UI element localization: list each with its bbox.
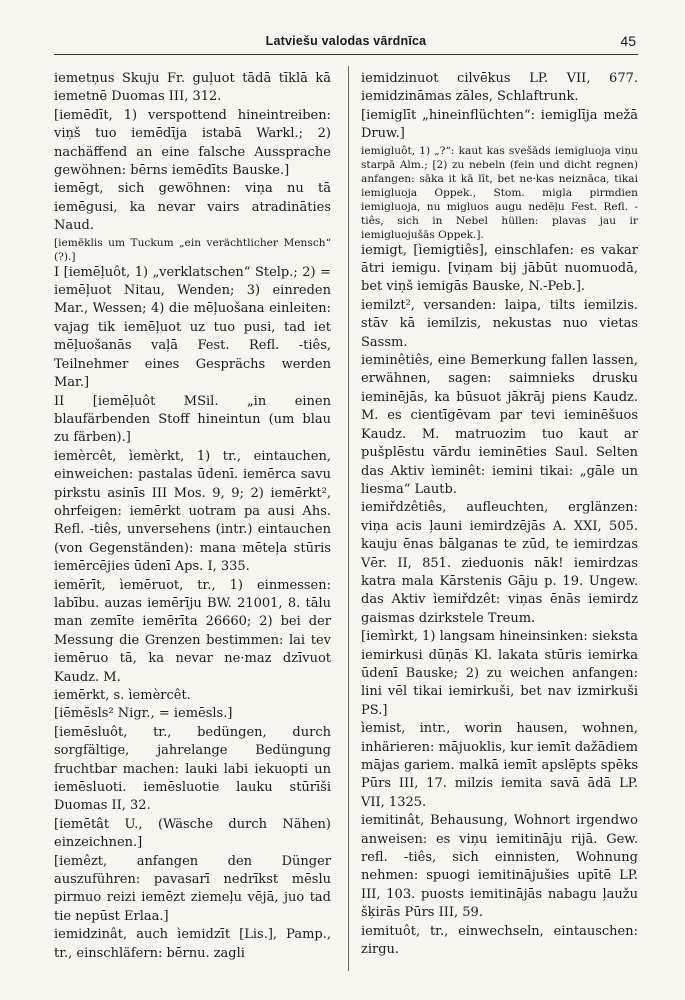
entry-iemilzt: iemilzt², versanden: laipa, tilts iemilzis. stāv kā iemilzis, nekustas nuo vietas Sassm.: [361, 297, 638, 350]
column-divider: [348, 66, 349, 971]
left-column: [54, 70, 331, 963]
page-header: [54, 30, 638, 55]
entry-iemeluot-2: II [iemēļuôt MSil. „in einen blaufärbenden Stoff hineintun (um blau zu färben).]: [54, 393, 331, 446]
entry-iemidzinat: iemidzinât, auch ìemidzīt [Lis.], Pamp., tr., einschläfern: bērnu. zagli: [54, 927, 331, 961]
entry-ieminetiés: ieminêtiês, eine Bemerkung fallen lassen, erwähnen, sagen: saimnieks drusku ieminējās, ka būsuot jākrāj piens Kaudz. M. es cientīgēvam par tevi ieminēšuos Kaudz. M. matruozim tuo kaut ar pušplēstu vārdu ieminēties Saul. Selten das Aktiv ìeminêt: iemini tikai: „gāle un liesma“ Lautb.: [361, 353, 638, 497]
entry-iemetat: [iemētât U., (Wäsche durch Nähen) einzeichnen.]: [54, 816, 331, 851]
entry-iemituot: iemituôt, tr., einwechseln, eintauschen: zirgu.: [361, 923, 638, 958]
entry-iemercet: iemèrcêt, ìemèrkt, 1) tr., eintauchen, einweichen: pastalas ūdenī. iemērca savu pirkstu asinīs III Mos. 9, 9; 2) iemērkt², ohrfeigen: iemērkt uotram pa ausi Ahs. Refl. -tiês, unversehens (intr.) eintauchen (von Gegenständen): mana mēteļa stūris iemērcējies ūdenī Aps. I, 335.: [54, 448, 331, 575]
entry-iemirkt: [iemìrkt, 1) langsam hineinsinken: sieksta iemirkusi dūņās Kl. lakata stūris iemirka ūdenī Bauske; 2) zu weichen anfangen: lini vēl tikai iemirkuši, bet nav izmirkuši PS.]: [361, 629, 638, 718]
entry-iemetnus: iemetņus Skuju Fr. guļuot tādā tīklā kā iemetnē Duomas III, 312.: [54, 71, 331, 105]
entry-iemezt: [iemêzt, anfangen den Dünger auszuführen: pavasarī nedrīkst mēslu pirmuo reizi iemēzt ziemeļu vējā, juo tad tie nepūst Erlaa.]: [54, 853, 331, 924]
entry-iemeluot-1: I [iemēļuôt, 1) „verklatschen“ Stelp.; 2) = iemēļuot Nitau, Wenden; 3) einreden Mar., Wessen; 4) die mēļuošana einleiten: vajag tik iemēļuot uz tuo pusi, tad iet mēļuošanās vaļā Fest. Refl. -tiês, Teilnehmer eines Gesprächs werden Mar.]: [54, 264, 331, 391]
page-number: 45: [620, 33, 636, 49]
entry-iemesls: [iēmēsls² Nigr., = iemēsls.]: [54, 706, 233, 722]
entry-iemedit: [iemēdīt, 1) verspottend hineintreiben: viņš tuo iemēdīja istabā Warkl.; 2) nachäffend an eine falsche Aussprache gewöhnen: bērns iemēdīts Bauske.]: [54, 107, 331, 179]
entry-iemeklis: [iemēklis um Tuckum „ein verächtlicher Mensch“ (?).]: [54, 236, 331, 263]
right-column: [361, 70, 638, 959]
entry-iemitinat: iemitinât, Behausung, Wohnort irgendwo anweisen: es viņu iemitināju rijā. Gew. refl. -tiês, sich einnisten, Wohnung nehmen: spuogi iemitinājušies upītē LP. III, 103. puosts iemitinājās nabagu ļaužu šķirās Pūrs III, 59.: [361, 813, 638, 921]
entry-iemerit: iemērīt, ìemēruot, tr., 1) einmessen: labību. auzas iemērīju BW. 21001, 8. tālu man zemīte iemērīta 26660; 2) bei der Messung die Grenzen bestimmen: lai tev iemēruo tā, ka nevar ne·maz dzīvuot Kaudz. M.: [54, 577, 331, 685]
entry-iemiglit: [iemiglīt „hineinflüchten“: iemiglīja mežā Druw.]: [361, 107, 638, 142]
entry-iemesluot: [iemēsluôt, tr., bedüngen, durch sorgfältige, jahrelange Bedüngung fruchtbar machen: lauki labi iekuopti un iemēsluoti. iemēsluotie lauku stūrīši Duomas II, 32.: [54, 724, 331, 814]
entry-iemirdzeties: iemiřdzêtiês, aufleuchten, erglänzen: viņa acis ļauni iemirdzējās A. XXI, 505. kauju ēnas bālganas te zūd, te iemirdzas Vēr. II, 851. zieduonis nāk! iemirdzas katra mala Kārstenis Gāju p. 19. Ungew. das Aktiv ìemiřdzêt: viņas ēnās iemirdz gaismas dzirkstele Treum.: [361, 500, 638, 626]
entry-iemigt: iemigt, [ìemigtiês], einschlafen: es vakar ātri iemigu. [viņam bij jābūt nuomuodā, bet viņš iemigās Bauske, N.-Peb.].: [361, 242, 638, 295]
running-title: Latviešu valodas vārdnīca: [265, 34, 427, 48]
entry-iemegt: iemēgt, sich gewöhnen: viņa nu tā iemēgusi, ka nevar vairs atradināties Naud.: [54, 181, 331, 234]
entry-iemidzinat-cont: iemidzinuot cilvēkus LP. VII, 677. iemidzināmas zāles, Schlaftrunk.: [361, 71, 638, 105]
entry-iemerkt: iemērkt, s. ìemèrcêt.: [54, 688, 191, 703]
entry-iemist: ìemist, intr., worin hausen, wohnen, inhärieren: mājuoklis, kur iemīt dažādiem mājas gariem. malkā iemīt apslēpts spēks Pūrs III, 17. milzis iemita savā ādā LP. VII, 1325.: [361, 721, 638, 810]
entry-iemigluot: iemigluôt, 1) „?“: kaut kas svešāds iemigluoja viņu starpā Alm.; [2) zu nebeln (fein und dicht regnen) anfangen: sāka it kā līt, bet ne·kas neiznāca, tikai iemigluoja Oppek., Stom. migla pirmdien iemigluoja, nu migluos augu nedēļu Fest. Refl. -tiês, sich in Nebel hüllen: plavas jau ir iemigluojušās Oppek.].: [361, 144, 638, 241]
